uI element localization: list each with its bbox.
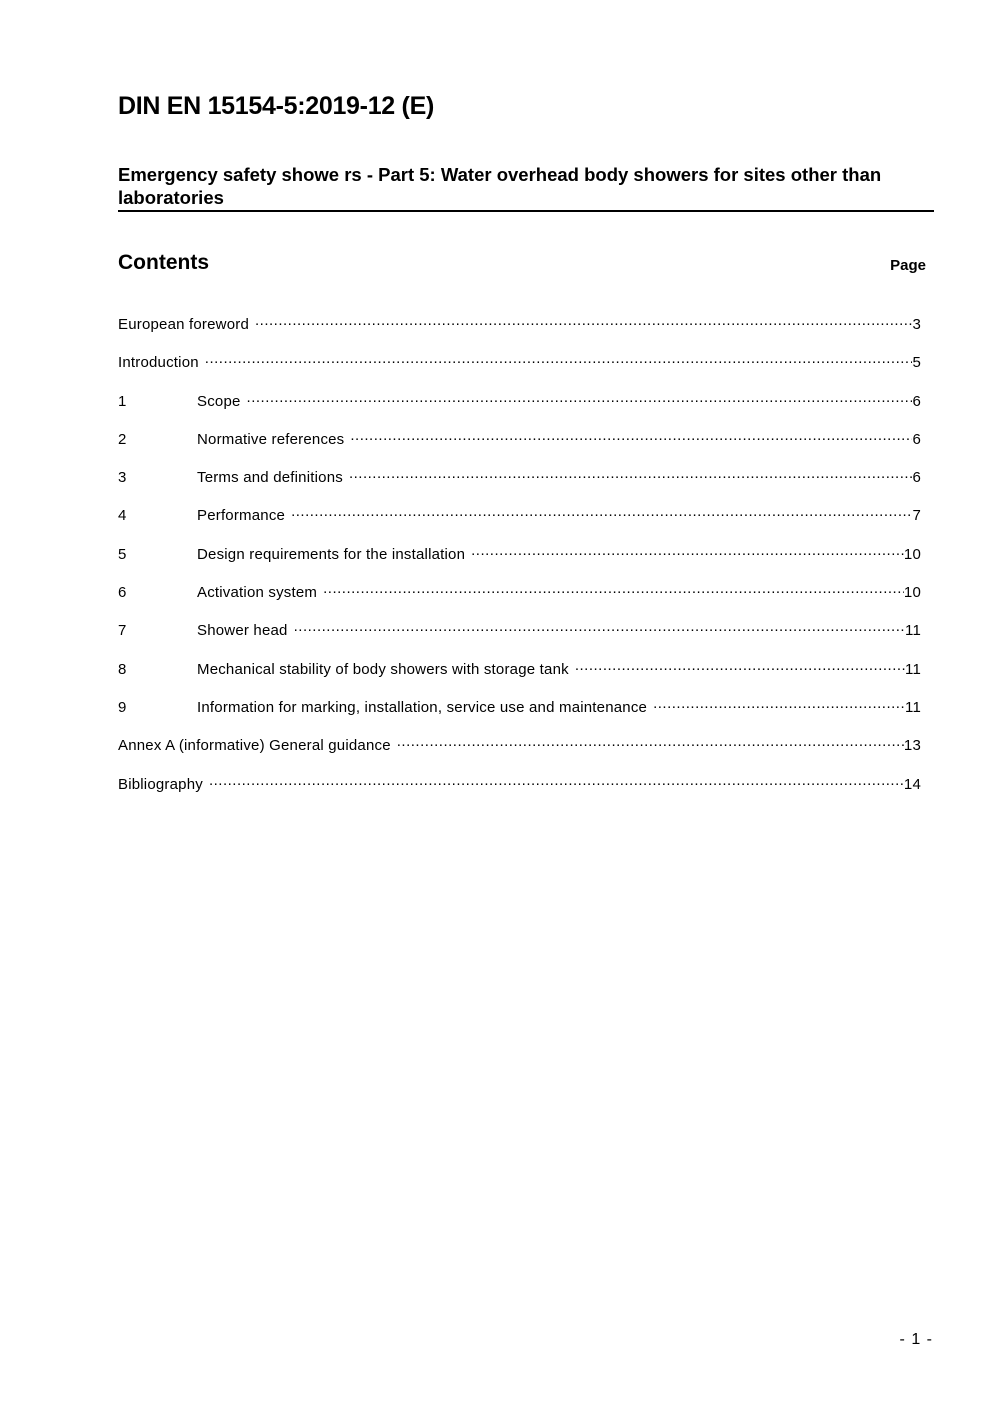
toc-entry-title: Mechanical stability of body showers with storage tank	[197, 660, 569, 678]
toc-dot-leader	[349, 467, 913, 482]
toc-entry-number: 3	[118, 469, 127, 487]
toc-entry-number: 9	[118, 698, 127, 716]
toc-entry[interactable]	[118, 544, 921, 582]
contents-heading: Contents	[118, 251, 209, 274]
toc-entry-title: Design requirements for the installation	[197, 545, 466, 563]
toc-entry-number: 4	[118, 507, 127, 525]
toc-entry-title: Terms and definitions	[197, 469, 343, 487]
toc-entry-title: Scope	[197, 392, 241, 410]
toc-dot-leader	[209, 774, 904, 789]
toc-entry[interactable]	[118, 735, 921, 773]
toc-entry-title: European foreword	[118, 316, 249, 333]
toc-entry-number: 6	[118, 584, 127, 602]
table-of-contents	[118, 314, 921, 812]
toc-dot-leader	[291, 505, 912, 520]
toc-dot-leader	[471, 544, 904, 559]
toc-entry-page: 6	[912, 430, 921, 448]
toc-entry[interactable]	[118, 659, 921, 697]
toc-entry-title: Shower head	[197, 622, 288, 640]
toc-entry-page: 13	[903, 737, 921, 755]
toc-entry[interactable]	[118, 314, 921, 352]
toc-entry[interactable]	[118, 429, 921, 467]
toc-entry-page: 11	[905, 660, 921, 678]
toc-entry-number: 2	[118, 430, 127, 448]
toc-dot-leader	[653, 697, 905, 712]
toc-entry-title: Information for marking, installation, service use and maintenance	[197, 698, 648, 716]
toc-dot-leader	[323, 582, 904, 597]
toc-entry[interactable]	[118, 774, 921, 812]
toc-dot-leader	[247, 391, 913, 406]
toc-entry-number: 7	[118, 622, 127, 640]
toc-entry-page: 3	[912, 316, 921, 333]
toc-entry-page: 11	[905, 622, 921, 640]
toc-entry[interactable]	[118, 391, 921, 429]
toc-entry[interactable]	[118, 620, 921, 658]
toc-dot-leader	[350, 429, 912, 444]
toc-entry[interactable]	[118, 582, 921, 620]
toc-entry[interactable]	[118, 505, 921, 543]
toc-entry-title: Introduction	[118, 354, 199, 372]
title-divider	[118, 210, 934, 212]
toc-entry-page: 11	[905, 698, 921, 716]
page-number: - 1 -	[899, 1331, 933, 1348]
toc-dot-leader	[294, 620, 905, 635]
toc-dot-leader	[397, 735, 904, 750]
toc-entry-page: 7	[912, 507, 921, 525]
toc-dot-leader	[255, 314, 912, 329]
toc-entry-number: 8	[118, 660, 127, 678]
document-subtitle: Emergency safety showe rs - Part 5: Water overhead body showers for sites other than laboratories	[118, 164, 882, 208]
toc-entry-title: Activation system	[197, 584, 318, 602]
toc-entry-title: Normative references	[197, 430, 345, 448]
document-id: DIN EN 15154-5:2019-12 (E)	[118, 92, 434, 120]
toc-entry-page: 10	[903, 584, 921, 602]
toc-entry-title: Performance	[197, 507, 286, 525]
toc-entry[interactable]	[118, 352, 921, 390]
toc-entry-page: 10	[903, 545, 921, 563]
toc-dot-leader	[205, 352, 913, 367]
toc-entry[interactable]	[118, 467, 921, 505]
toc-entry-page: 14	[903, 775, 921, 793]
toc-dot-leader	[575, 659, 905, 674]
toc-entry-title: Annex A (informative) General guidance	[118, 737, 391, 755]
page-column-label: Page	[890, 257, 926, 274]
toc-entry[interactable]	[118, 697, 921, 735]
toc-entry-page: 6	[912, 469, 921, 487]
toc-entry-number: 1	[118, 392, 127, 410]
toc-entry-number: 5	[118, 545, 127, 563]
toc-entry-title: Bibliography	[118, 775, 203, 793]
toc-entry-page: 6	[912, 392, 921, 410]
toc-entry-page: 5	[912, 354, 921, 372]
